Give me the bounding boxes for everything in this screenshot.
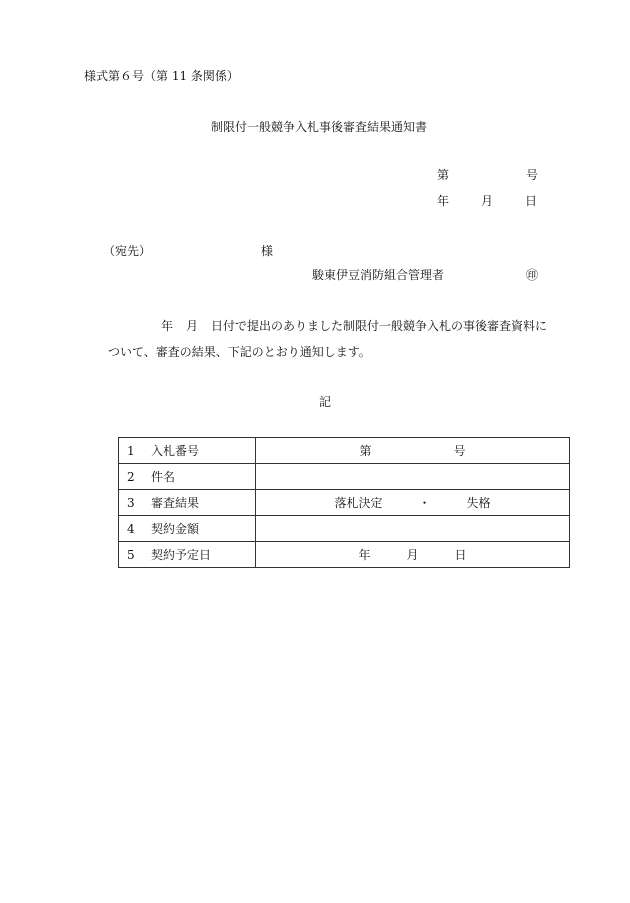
- item-label: 契約予定日: [151, 548, 212, 562]
- item-number: 2: [127, 470, 135, 484]
- item-value-cell: [256, 438, 570, 464]
- table-row: [119, 542, 570, 568]
- contract-date-month: 月: [406, 548, 419, 562]
- body-text-line1: 日付で提出のありました制限付一般競争入札の事後審査資料に: [211, 319, 548, 333]
- item-value-cell: [256, 464, 570, 490]
- form-label: 様式第６号（第 11 条関係）: [84, 69, 239, 83]
- item-number: 3: [127, 496, 135, 510]
- table-row: [119, 490, 570, 516]
- doc-number-suffix: 号: [526, 168, 539, 182]
- addressee-honorific: 様: [261, 244, 274, 258]
- item-label-cell: [119, 490, 256, 516]
- body-date-month: 月: [186, 319, 199, 333]
- addressee-label: （宛先）: [103, 244, 152, 258]
- sender-name: 駿東伊豆消防組合管理者: [312, 268, 445, 282]
- item-value-cell: [256, 516, 570, 542]
- contract-date-day: 日: [454, 548, 467, 562]
- item-label-cell: [119, 516, 256, 542]
- doc-date-year: 年: [437, 194, 450, 208]
- item-label: 入札番号: [151, 444, 200, 458]
- body-date-year: 年: [161, 319, 174, 333]
- item-label-cell: [119, 542, 256, 568]
- doc-date-day: 日: [525, 194, 538, 208]
- item-label: 審査結果: [151, 496, 200, 510]
- item-label: 件名: [151, 470, 176, 484]
- doc-number-prefix: 第: [437, 168, 450, 182]
- item-number: 4: [127, 522, 135, 536]
- item-label-cell: [119, 464, 256, 490]
- items-table: [118, 437, 570, 568]
- result-disqualified: 失格: [466, 496, 491, 510]
- bid-number-suffix: 号: [453, 444, 466, 458]
- item-label: 契約金額: [151, 522, 200, 536]
- item-value-cell: [256, 490, 570, 516]
- seal-mark: ㊞: [526, 268, 539, 282]
- bid-number-prefix: 第: [359, 444, 372, 458]
- document-title: 制限付一般競争入札事後審査結果通知書: [211, 120, 428, 134]
- result-award: 落札決定: [334, 496, 383, 510]
- result-separator: ・: [418, 496, 431, 510]
- item-label-cell: [119, 438, 256, 464]
- table-row: [119, 464, 570, 490]
- doc-date-month: 月: [481, 194, 494, 208]
- table-row: [119, 516, 570, 542]
- item-number: 1: [127, 444, 135, 458]
- ki-heading: 記: [319, 395, 332, 409]
- item-value-cell: [256, 542, 570, 568]
- contract-date-year: 年: [358, 548, 371, 562]
- body-text-line2: ついて、審査の結果、下記のとおり通知します。: [108, 345, 371, 359]
- item-number: 5: [127, 548, 135, 562]
- table-row: [119, 438, 570, 464]
